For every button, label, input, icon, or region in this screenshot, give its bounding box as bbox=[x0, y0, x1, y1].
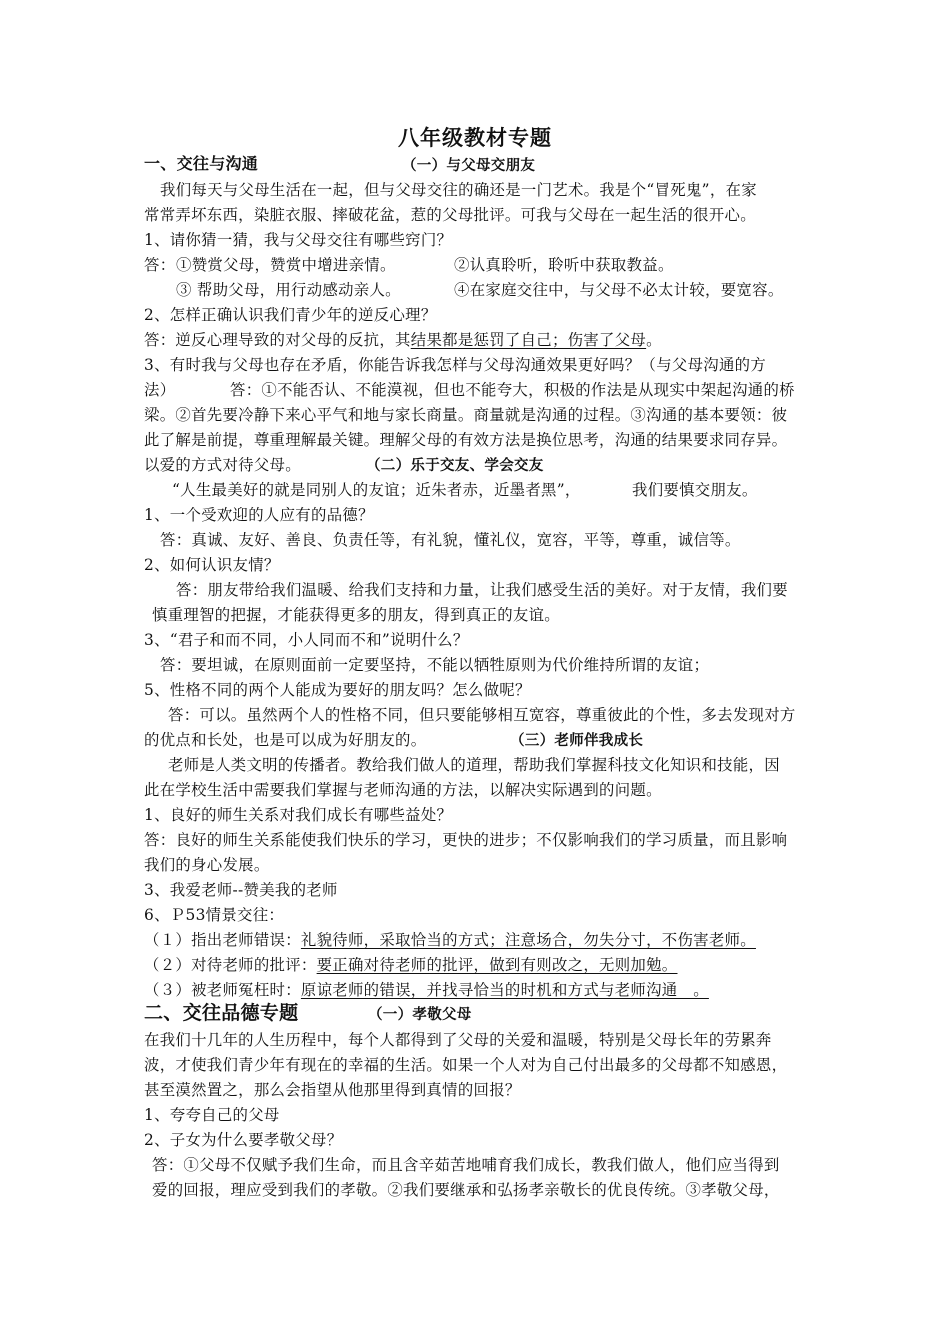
answer-1-prefix: 答： bbox=[144, 256, 176, 274]
friend-answer-3: 答：要坦诚，在原则面前一定要坚持，不能以牺牲原则为代价维持所谓的友谊； bbox=[160, 656, 710, 674]
teacher-intro-line-2: 此在学校生活中需要我们掌握与老师沟通的方法，以解决实际遇到的问题。 bbox=[144, 781, 662, 799]
filial-answer-2-line-2: 爱的回报，理应受到我们的孝敬。②我们要继承和弘扬孝亲敬长的优良传统。③孝敬父母， bbox=[152, 1181, 780, 1199]
answer-1-item-1: ①赞赏父母，赞赏中增进亲情。 bbox=[176, 256, 396, 274]
scenario-2-answer: 要正确对待老师的批评，做到有则改之，无则加勉。 bbox=[316, 956, 678, 974]
question-1: 1、请你猜一猜，我与父母交往有哪些窍门？ bbox=[144, 231, 453, 249]
scenario-2-label: （２）对待老师的批评： bbox=[144, 956, 317, 974]
friend-answer-5-line-2: 的优点和长处，也是可以成为好朋友的。 bbox=[144, 731, 427, 749]
answer-1-item-2: ②认真聆听，聆听中获取教益。 bbox=[454, 256, 674, 274]
answer-1-item-3: ③ 帮助父母，用行动感动亲人。 bbox=[176, 281, 401, 299]
answer-3-line-2: 梁。②首先要冷静下来心平气和地与家长商量。商量就是沟通的过程。③沟通的基本要领：彼 bbox=[144, 406, 788, 424]
page-title: 八年级教材专题 bbox=[398, 126, 552, 150]
friendship-quote-end: 我们要慎交朋友。 bbox=[632, 481, 758, 499]
friendship-quote: “人生最美好的就是同别人的友谊；近朱者赤，近墨者黑”， bbox=[172, 481, 581, 499]
answer-2 bbox=[144, 330, 662, 350]
filial-question-2: 2、子女为什么要孝敬父母？ bbox=[144, 1131, 343, 1149]
answer-2-end: 。 bbox=[646, 331, 662, 349]
subsection-1-heading: （一）与父母交朋友 bbox=[402, 158, 536, 174]
teacher-item-6: 6、Ｐ53情景交往： bbox=[144, 906, 285, 924]
answer-2-text: 答：逆反心理导致的对父母的反抗，其 bbox=[144, 331, 411, 349]
intro-line-2: 常常弄坏东西，染脏衣服、摔破花盆，惹的父母批评。可我与父母在一起生活的很开心。 bbox=[144, 206, 756, 224]
scenario-1 bbox=[144, 930, 756, 950]
subsection-2-heading: （二）乐于交友、学会交友 bbox=[366, 458, 544, 474]
teacher-item-3: 3、我爱老师--赞美我的老师 bbox=[144, 881, 338, 899]
filial-paragraph-line-3: 甚至漠然置之，那么会指望从他那里得到真情的回报？ bbox=[144, 1081, 521, 1099]
scenario-2 bbox=[144, 955, 678, 975]
section-2-subsection-1-heading: （一）孝敬父母 bbox=[368, 1007, 472, 1023]
friend-question-5: 5、性格不同的两个人能成为要好的朋友吗？怎么做呢？ bbox=[144, 681, 531, 699]
filial-answer-2-line-1: 答：①父母不仅赋予我们生命，而且含辛茹苦地哺育我们成长，教我们做人，他们应当得到 bbox=[152, 1156, 780, 1174]
scenario-1-label: （１）指出老师错误： bbox=[144, 931, 301, 949]
scenario-3-answer: 原谅老师的错误，并找寻恰当的时机和方式与老师沟通 。 bbox=[300, 981, 709, 999]
answer-3-line-3: 此了解是前提，尊重理解最关键。理解父母的有效方法是换位思考，沟通的结果要求同存异。 bbox=[144, 431, 788, 449]
teacher-question-1: 1、良好的师生关系对我们成长有哪些益处？ bbox=[144, 806, 453, 824]
question-3: 3、有时我与父母也存在矛盾，你能告诉我怎样与父母沟通效果更好吗？（与父母沟通的方 bbox=[144, 356, 767, 374]
scenario-1-answer: 礼貌待师，采取恰当的方式；注意场合，勿失分寸，不伤害老师。 bbox=[300, 931, 756, 949]
friend-answer-2-line-1: 答：朋友带给我们温暖、给我们支持和力量，让我们感受生活的美好。对于友情，我们要 bbox=[176, 581, 788, 599]
friend-question-1: 1、一个受欢迎的人应有的品德？ bbox=[144, 506, 374, 524]
subsection-3-heading: （三）老师伴我成长 bbox=[510, 733, 644, 749]
friend-answer-2-line-2: 慎重理智的把握，才能获得更多的朋友，得到真正的友谊。 bbox=[152, 606, 560, 624]
scenario-3-label: （３）被老师冤枉时： bbox=[144, 981, 301, 999]
intro-line-1: 我们每天与父母生活在一起，但与父母交往的确还是一门艺术。我是个“冒死鬼”，在家 bbox=[160, 181, 757, 199]
friend-answer-1: 答：真诚、友好、善良、负责任等，有礼貌，懂礼仪，宽容，平等，尊重，诚信等。 bbox=[160, 531, 741, 549]
filial-paragraph-line-1: 在我们十几年的人生历程中，每个人都得到了父母的关爱和温暖，特别是父母长年的劳累奔 bbox=[144, 1031, 772, 1049]
section-2-heading: 二、交往品德专题 bbox=[144, 1002, 299, 1024]
answer-2-underlined: 结果都是惩罚了自己；伤害了父母 bbox=[410, 331, 647, 349]
filial-paragraph-line-2: 波，才使我们青少年有现在的幸福的生活。如果一个人对为自己付出最多的父母都不知感恩， bbox=[144, 1056, 788, 1074]
teacher-intro-line-1: 老师是人类文明的传播者。教给我们做人的道理，帮助我们掌握科技文化知识和技能，因 bbox=[168, 756, 780, 774]
friend-answer-5-line-1: 答：可以。虽然两个人的性格不同，但只要能够相互宽容，尊重彼此的个性，多去发现对方 bbox=[168, 706, 796, 724]
answer-1-item-4: ④在家庭交往中，与父母不必太计较，要宽容。 bbox=[454, 281, 784, 299]
teacher-answer-1-line-1: 答：良好的师生关系能使我们快乐的学习，更快的进步；不仅影响我们的学习质量，而且影响 bbox=[144, 831, 788, 849]
friend-question-3: 3、“君子和而不同，小人同而不和”说明什么？ bbox=[144, 631, 469, 649]
scenario-3 bbox=[144, 980, 709, 1000]
answer-3-line-4: 以爱的方式对待父母。 bbox=[144, 456, 301, 474]
section-1-heading: 一、交往与沟通 bbox=[144, 154, 259, 173]
question-2: 2、怎样正确认识我们青少年的逆反心理？ bbox=[144, 306, 437, 324]
answer-3-line-1: 答：①不能否认、不能漠视，但也不能夸大，积极的作法是从现实中架起沟通的桥 bbox=[230, 381, 795, 399]
question-3-end: 法） bbox=[144, 381, 176, 399]
teacher-answer-1-line-2: 我们的身心发展。 bbox=[144, 856, 270, 874]
filial-question-1: 1、夸夸自己的父母 bbox=[144, 1106, 280, 1124]
friend-question-2: 2、如何认识友情？ bbox=[144, 556, 280, 574]
